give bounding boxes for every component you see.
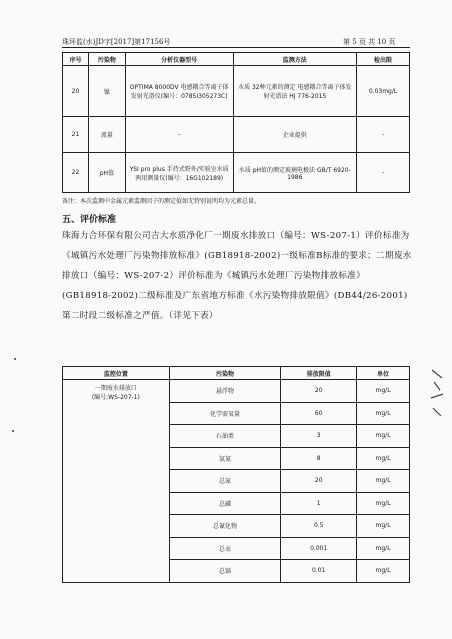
table-row: [63, 66, 410, 117]
cell-pollutant: 总汞: [169, 537, 281, 560]
col-header-unit: 单位: [357, 367, 410, 380]
cell-method: 水质 32种元素的测定 电感耦合等离子体发射光谱法 HJ 776-2015: [233, 66, 357, 117]
cell-no: 20: [63, 66, 89, 117]
cell-instrument: -: [125, 117, 233, 153]
cell-unit: mg/L: [357, 470, 410, 493]
position-code: (编号:WS-207-1): [91, 394, 140, 401]
cell-unit: mg/L: [357, 380, 410, 403]
cell-pollutant: 石油类: [169, 425, 281, 448]
cell-unit: mg/L: [357, 515, 410, 538]
cell-unit: mg/L: [357, 402, 410, 425]
cell-unit: mg/L: [357, 425, 410, 448]
standard-paragraph: 珠海力合环保有限公司吉大水质净化厂一期废水排放口（编号：WS-207-1）评价标准为《城镇污水处理厂污染物排放标准》(GB18918-2002)一级标准B标准的要求；二期废水排放口（编号：WS-207-2）评价标准为《城镇污水处理厂污染物排放标准》(GB18918-2002)二级标准及广东省地方标准《水污染物排放限值》(DB44/26-2001)第二时段二级标准之严值。（详见下表）: [62, 231, 412, 321]
cell-limit: -: [357, 117, 410, 153]
cell-pollutant: 总磷: [169, 492, 281, 515]
doc-number: 珠环监(水)JD字[2017]第17156号: [62, 38, 171, 46]
cell-unit: mg/L: [357, 560, 410, 583]
cell-pollutant: pH值: [88, 153, 125, 193]
standard-table: [62, 366, 410, 583]
cell-instrument: OPTIMA 8000DV 电感耦合等离子体发射光谱仪(编号：0785I305273C): [125, 66, 233, 117]
cell-limit: 60: [281, 402, 357, 425]
cell-pollutant: 总镉: [169, 560, 281, 583]
col-header-no: 序号: [63, 53, 89, 66]
table-row: [63, 380, 410, 403]
cell-pollutant: 氨氮: [169, 447, 281, 470]
position-name: 一期废水排放口: [94, 385, 137, 392]
cell-limit: 1: [281, 492, 357, 515]
scan-speck: [14, 358, 16, 360]
cell-pollutant: 流量: [88, 117, 125, 153]
cell-unit: mg/L: [357, 492, 410, 515]
cell-instrument: YSI pro plus 手持式野外/实验室水质两用测量仪(编号：16G102189): [125, 153, 233, 193]
cell-no: 21: [63, 117, 89, 153]
cell-limit: 0.03mg/L: [357, 66, 410, 117]
cell-monitor-position: [63, 380, 170, 583]
scan-speck: [12, 430, 14, 432]
cell-pollutant: 化学需氧量: [169, 402, 281, 425]
cell-limit: 0.01: [281, 560, 357, 583]
cell-pollutant: 悬浮物: [169, 380, 281, 403]
header-divider: [62, 47, 410, 48]
cell-limit: -: [357, 153, 410, 193]
table-row: [63, 117, 410, 153]
cell-limit: 20: [281, 380, 357, 403]
standard-table-header: [63, 367, 410, 380]
cell-pollutant: 镍: [88, 66, 125, 117]
method-table-header: [63, 53, 410, 66]
table-note: 备注：本次监测中金属元素监测因子的测定值如无特别说明均为元素总量。: [62, 198, 261, 205]
page-info: 第 5 页 共 10 页: [343, 38, 396, 46]
section-title: 五、评价标准: [62, 215, 117, 225]
cell-pollutant: 总氰化物: [169, 515, 281, 538]
col-header-method: 监测方法: [233, 53, 357, 66]
cell-method: 水质 pH值的测定玻璃电极法 GB/T 6920-1986: [233, 153, 357, 193]
col-header-position: 监控位置: [63, 367, 170, 380]
cell-method: 企业提供: [233, 117, 357, 153]
method-table: [62, 52, 410, 193]
col-header-instrument: 分析仪器型号: [125, 53, 233, 66]
col-header-pollutant: 污染物: [169, 367, 281, 380]
cell-limit: 20: [281, 470, 357, 493]
margin-stroke-icon: [428, 368, 448, 428]
cell-no: 22: [63, 153, 89, 193]
col-header-pollutant: 污染物: [88, 53, 125, 66]
cell-limit: 3: [281, 425, 357, 448]
cell-limit: 0.5: [281, 515, 357, 538]
cell-unit: mg/L: [357, 537, 410, 560]
col-header-limit: 检出限: [357, 53, 410, 66]
cell-unit: mg/L: [357, 447, 410, 470]
table-row: [63, 153, 410, 193]
col-header-emission-limit: 排放限值: [281, 367, 357, 380]
cell-limit: 0.001: [281, 537, 357, 560]
cell-pollutant: 总氮: [169, 470, 281, 493]
binding-margin-marks: [428, 368, 448, 431]
cell-limit: 8: [281, 447, 357, 470]
